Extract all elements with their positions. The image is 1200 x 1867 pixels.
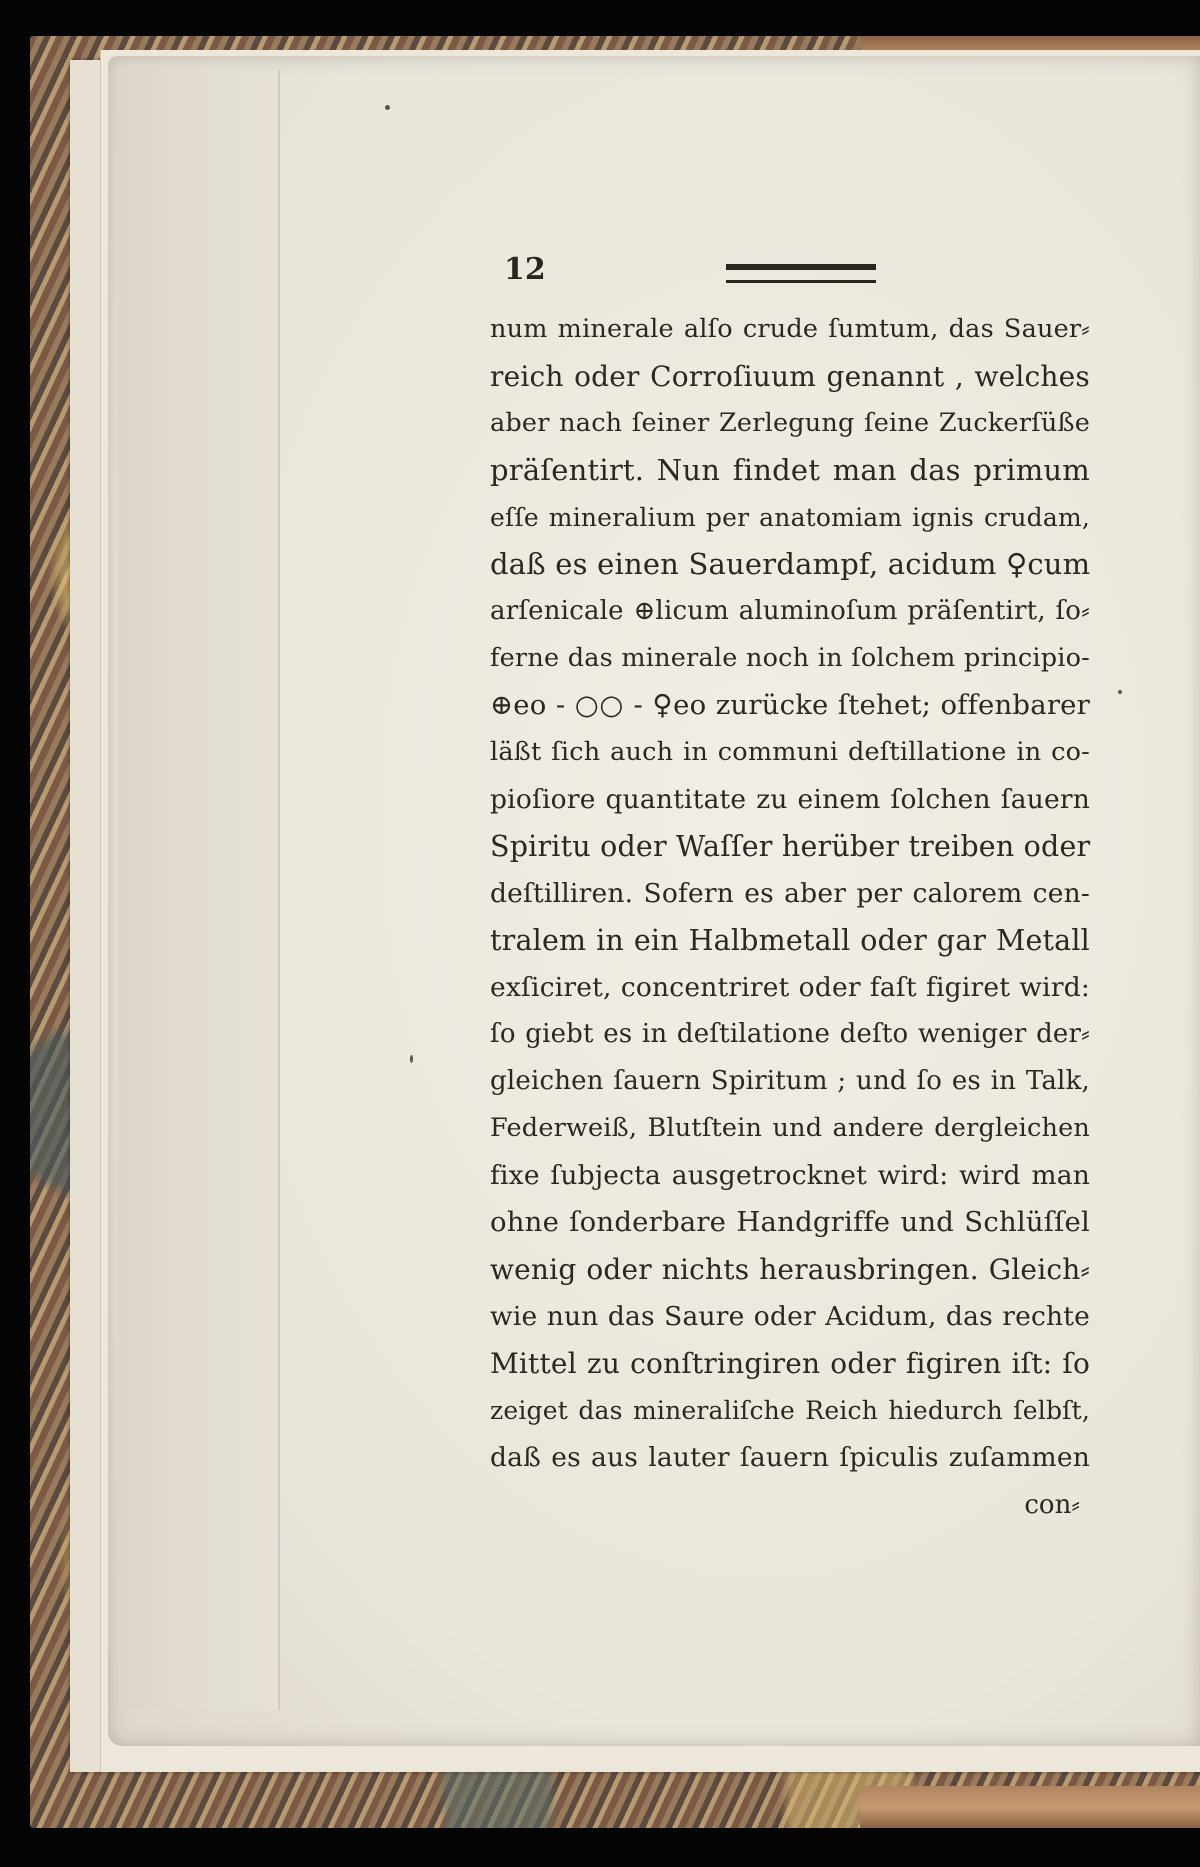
text-line: präſentirt. Nun findet man das primum (490, 453, 1090, 487)
text-line: zeiget das mineraliſche Reich hiedurch ſelbſt, (490, 1396, 1090, 1425)
paper-speck (385, 105, 390, 110)
text-line: Mittel zu conſtringiren oder figiren iſt: ſo (490, 1347, 1090, 1380)
text-line: ferne das minerale noch in ſolchem principio- (490, 643, 1090, 673)
text-line: Federweiß, Blutſtein und andere dergleichen (490, 1113, 1090, 1143)
text-line: ohne ſonderbare Handgriffe und Schlüſſel (490, 1206, 1090, 1238)
text-line: num minerale alſo crude ſumtum, das Sauer⸗ (490, 314, 1090, 344)
text-line: deſtilliren. Sofern es aber per calorem cen- (490, 878, 1090, 909)
text-line: ſo giebt es in deſtilatione deſto weniger der⸗ (490, 1019, 1090, 1049)
text-line: arſenicale ⊕licum aluminoſum präſentirt, ſo⸗ (490, 596, 1090, 626)
body-text (490, 306, 1090, 1481)
page-text-block (490, 252, 1090, 1525)
catchword: con⸗ (1024, 1490, 1080, 1520)
page-fold (118, 70, 280, 1710)
text-line: läßt ſich auch in communi deſtillatione in co- (490, 737, 1090, 767)
text-line: pioſiore quantitate zu einem ſolchen ſauern (490, 784, 1090, 815)
text-line: tralem in ein Halbmetall oder gar Metall (490, 924, 1090, 957)
text-line: aber nach ſeiner Zerlegung ſeine Zuckerſüße (490, 408, 1090, 438)
text-line: wenig oder nichts herausbringen. Gleich⸗ (490, 1253, 1090, 1286)
paper-speck (1118, 690, 1122, 694)
text-line: exſiciret, concentriret oder faſt figiret wird: (490, 972, 1090, 1003)
text-line: ⊕eo - ○○ - ♀eo zurücke ſtehet; offenbarer (490, 689, 1090, 721)
text-line: eſſe mineralium per anatomiam ignis crudam, (490, 503, 1090, 532)
page-header (490, 252, 1090, 298)
text-line: wie nun das Saure oder Acidum, das rechte (490, 1301, 1090, 1332)
text-line: reich oder Corroſiuum genannt , welches (490, 360, 1090, 393)
text-line: gleichen ſauern Spiritum ; und ſo es in Talk, (490, 1066, 1090, 1096)
text-line: fixe ſubjecta ausgetrocknet wird: wird man (490, 1160, 1090, 1191)
paper-speck (410, 1055, 413, 1063)
text-line: Spiritu oder Waſſer herüber treiben oder (490, 830, 1091, 863)
text-line: daß es aus lauter ſauern ſpiculis zuſammen (490, 1442, 1090, 1473)
text-line: daß es einen Sauerdampf, acidum ♀cum (490, 547, 1091, 581)
header-rule (726, 264, 876, 283)
page-number: 12 (504, 252, 546, 287)
leather-spine-bottom (860, 1786, 1200, 1828)
